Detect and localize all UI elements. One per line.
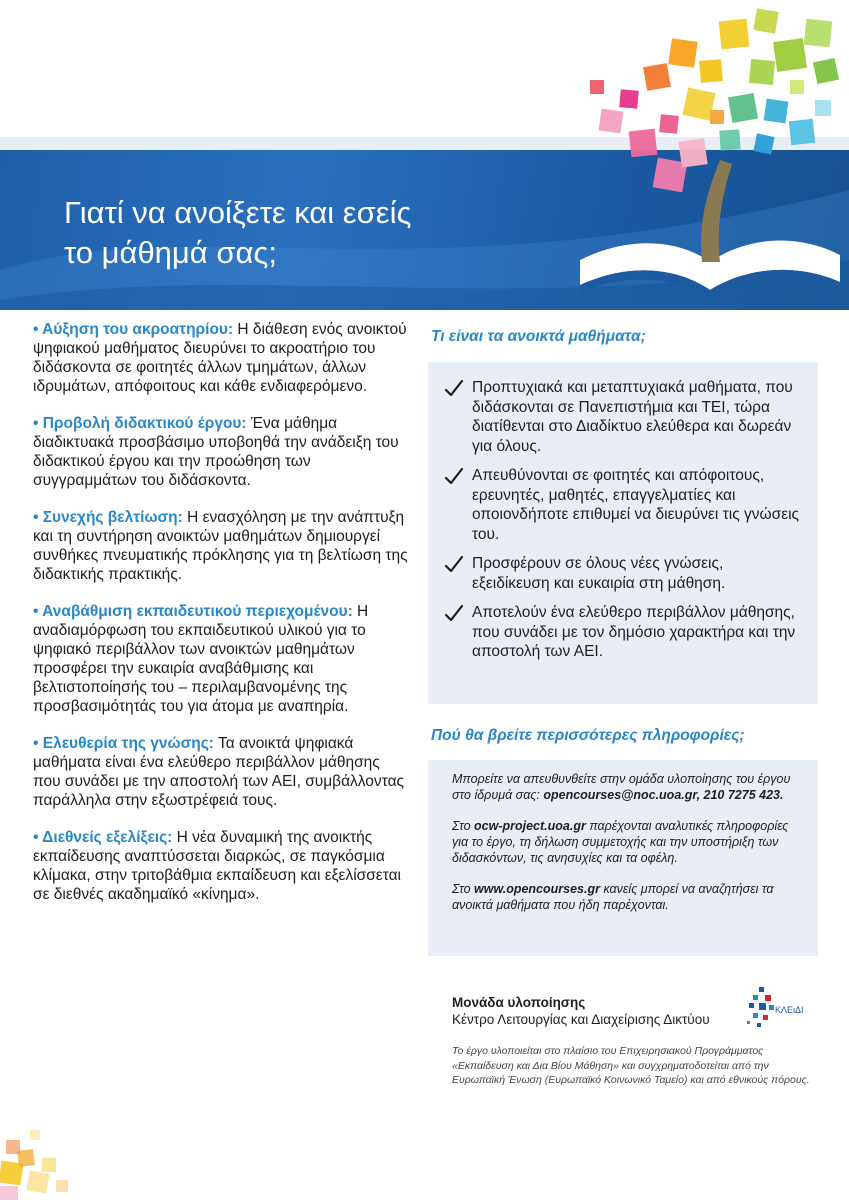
info-courses-paragraph [452, 881, 802, 913]
feature-title: Ελευθερία της γνώσης: [42, 735, 214, 752]
feature-item [33, 734, 408, 810]
info-courses-text: κανείς μπορεί να αναζητήσει τα ανοικτά μαθήματα που ήδη παρέχονται. [452, 882, 774, 912]
info-text [452, 771, 802, 928]
feature-title: Αύξηση του ακροατηρίου: [42, 321, 234, 338]
info-text-prefix: Στο [452, 819, 475, 833]
feature-item [33, 508, 408, 584]
list-item [444, 603, 804, 662]
info-separator: , [696, 788, 704, 802]
project-site-link[interactable]: ocw-project.uoa.gr [474, 819, 586, 833]
list-item-text: Προσφέρουν σε όλους νέες γνώσεις, εξειδίκευση και ευκαιρία στη μάθηση. [472, 555, 726, 592]
check-icon [444, 555, 464, 575]
list-item [444, 554, 804, 593]
feature-item [33, 414, 408, 490]
feature-body: Ένα μάθημα διαδικτυακά προσβάσιμο υποβοηθά την ανάδειξη του διδακτικού έργου και την προώθηση των συγγραμμάτων του διδάσκοντα. [33, 415, 399, 489]
list-item-text: Απευθύνονται σε φοιτητές και απόφοιτους, ερευνητές, μαθητές, επαγγελματίες και οποιονδήποτε επιθυμεί να διευρύνει τις γνώσεις του. [472, 467, 800, 543]
logo-text: ΚΛΕιΔΙ [775, 1005, 804, 1015]
info-text-prefix: Στο [452, 882, 475, 896]
unit-title: Μονάδα υλοποίησης [452, 995, 586, 1010]
info-project-text: παρέχονται αναλυτικές πληροφορίες για το έργο, τη δήλωση συμμετοχής και την υποστήριξη των διδασκόντων, τις ανησυχίες και τα οφέλη. [452, 819, 789, 865]
feature-body: Η ενασχόληση με την ανάπτυξη και τη συντήρηση ανοικτών μαθημάτων δημιουργεί συνθήκες πνευματικής πρόκλησης για τη βελτίωση της διδακτικής πρακτικής. [33, 509, 408, 583]
feature-body: Η διάθεση ενός ανοικτού ψηφιακού μαθήματος διευρύνει το ακροατήριο του διδάσκοντα σε φοιτητές άλλων τμημάτων, άλλων ιδρυμάτων, απόφοιτους και κάθε ενδιαφερόμενο. [33, 321, 407, 395]
list-item [444, 466, 804, 544]
unit-name: Κέντρο Λειτουργίας και Διαχείρισης Δικτύου [452, 1012, 710, 1027]
what-section-title: Τι είναι τα ανοικτά μαθήματα; [431, 328, 646, 345]
bullet-icon: • [33, 603, 43, 620]
info-contact-text: Μπορείτε να απευθυνθείτε στην ομάδα υλοποίησης του έργου στο ίδρυμά σας: [452, 772, 791, 802]
what-box [428, 362, 818, 704]
bullet-icon: • [33, 509, 43, 526]
feature-item [33, 320, 408, 396]
tree-book-illustration [560, 0, 849, 300]
feature-title: Συνεχής βελτίωση: [42, 509, 183, 526]
bullet-icon: • [33, 829, 43, 846]
bullet-icon: • [33, 735, 43, 752]
features-column [33, 320, 408, 922]
feature-body: Τα ανοικτά ψηφιακά μαθήματα είναι ένα ελεύθερο περιβάλλον μάθησης που συνάδει με την αποστολή των ΑΕΙ, συμβάλλοντας παράλληλα στην εξωστρέφειά τους. [33, 735, 405, 809]
corner-squares-decoration [0, 1110, 120, 1200]
funding-note: Το έργο υλοποιείται στο πλαίσιο του Επιχειρησιακού Προγράμματος «Εκπαίδευση και Δια Βίου Μάθηση» και συγχρηματοδοτείται από την Ευρωπαϊκή Ένωση (Ευρωπαϊκό Κοινωνικό Ταμείο) και από εθνικούς πόρους. [452, 1045, 810, 1086]
feature-item [33, 828, 408, 904]
bullet-icon: • [33, 415, 43, 432]
feature-body: Η αναδιαμόρφωση του εκπαιδευτικού υλικού για το ψηφιακό περιβάλλον των ανοικτών μαθημάτων προσφέρει την ευκαιρία αναβάθμισης και βελτιστοποίησής του – περιλαμβανομένης της προσβασιμότητάς του για άτομα με αναπηρία. [33, 603, 369, 715]
info-project-paragraph [452, 818, 802, 866]
feature-title: Διεθνείς εξελίξεις: [42, 829, 173, 846]
what-list [444, 378, 804, 672]
list-item-text: Προπτυχιακά και μεταπτυχιακά μαθήματα, που διδάσκονται σε Πανεπιστήμια και ΤΕΙ, τώρα διατίθενται στο Διαδίκτυο ελεύθερα και δωρεάν για όλους. [472, 379, 793, 455]
info-section-title: Πού θα βρείτε περισσότερες πληροφορίες; [431, 727, 745, 744]
list-item-text: Αποτελούν ένα ελεύθερο περιβάλλον μάθησης, που συνάδει με τον δημόσιο χαρακτήρα και την αποστολή των ΑΕΙ. [472, 604, 796, 660]
feature-item [33, 602, 408, 716]
info-contact-paragraph [452, 771, 802, 803]
kleidi-logo-icon [745, 983, 805, 1031]
feature-title: Αναβάθμιση εκπαιδευτικού περιεχομένου: [42, 603, 353, 620]
list-item [444, 378, 804, 456]
contact-phone: 210 7275 423. [703, 788, 784, 802]
check-icon [444, 604, 464, 624]
feature-title: Προβολή διδακτικού έργου: [42, 415, 247, 432]
info-box [428, 760, 818, 956]
courses-site-link[interactable]: www.opencourses.gr [474, 882, 600, 896]
check-icon [444, 379, 464, 399]
contact-email-link[interactable]: opencourses@noc.uoa.gr [543, 788, 697, 802]
bullet-icon: • [33, 321, 43, 338]
feature-body: Η νέα δυναμική της ανοικτής εκπαίδευσης αναπτύσσεται διαρκώς, σε παγκόσμια κλίμακα, στην τριτοβάθμια εκπαίδευση και εξελίσσεται σε διεθνές ακαδημαϊκό «κίνημα». [33, 829, 402, 903]
title-line-2: το μάθημά σας; [64, 235, 277, 270]
title-line-1: Γιατί να ανοίξετε και εσείς [64, 195, 412, 230]
page-title [64, 193, 504, 273]
check-icon [444, 467, 464, 487]
